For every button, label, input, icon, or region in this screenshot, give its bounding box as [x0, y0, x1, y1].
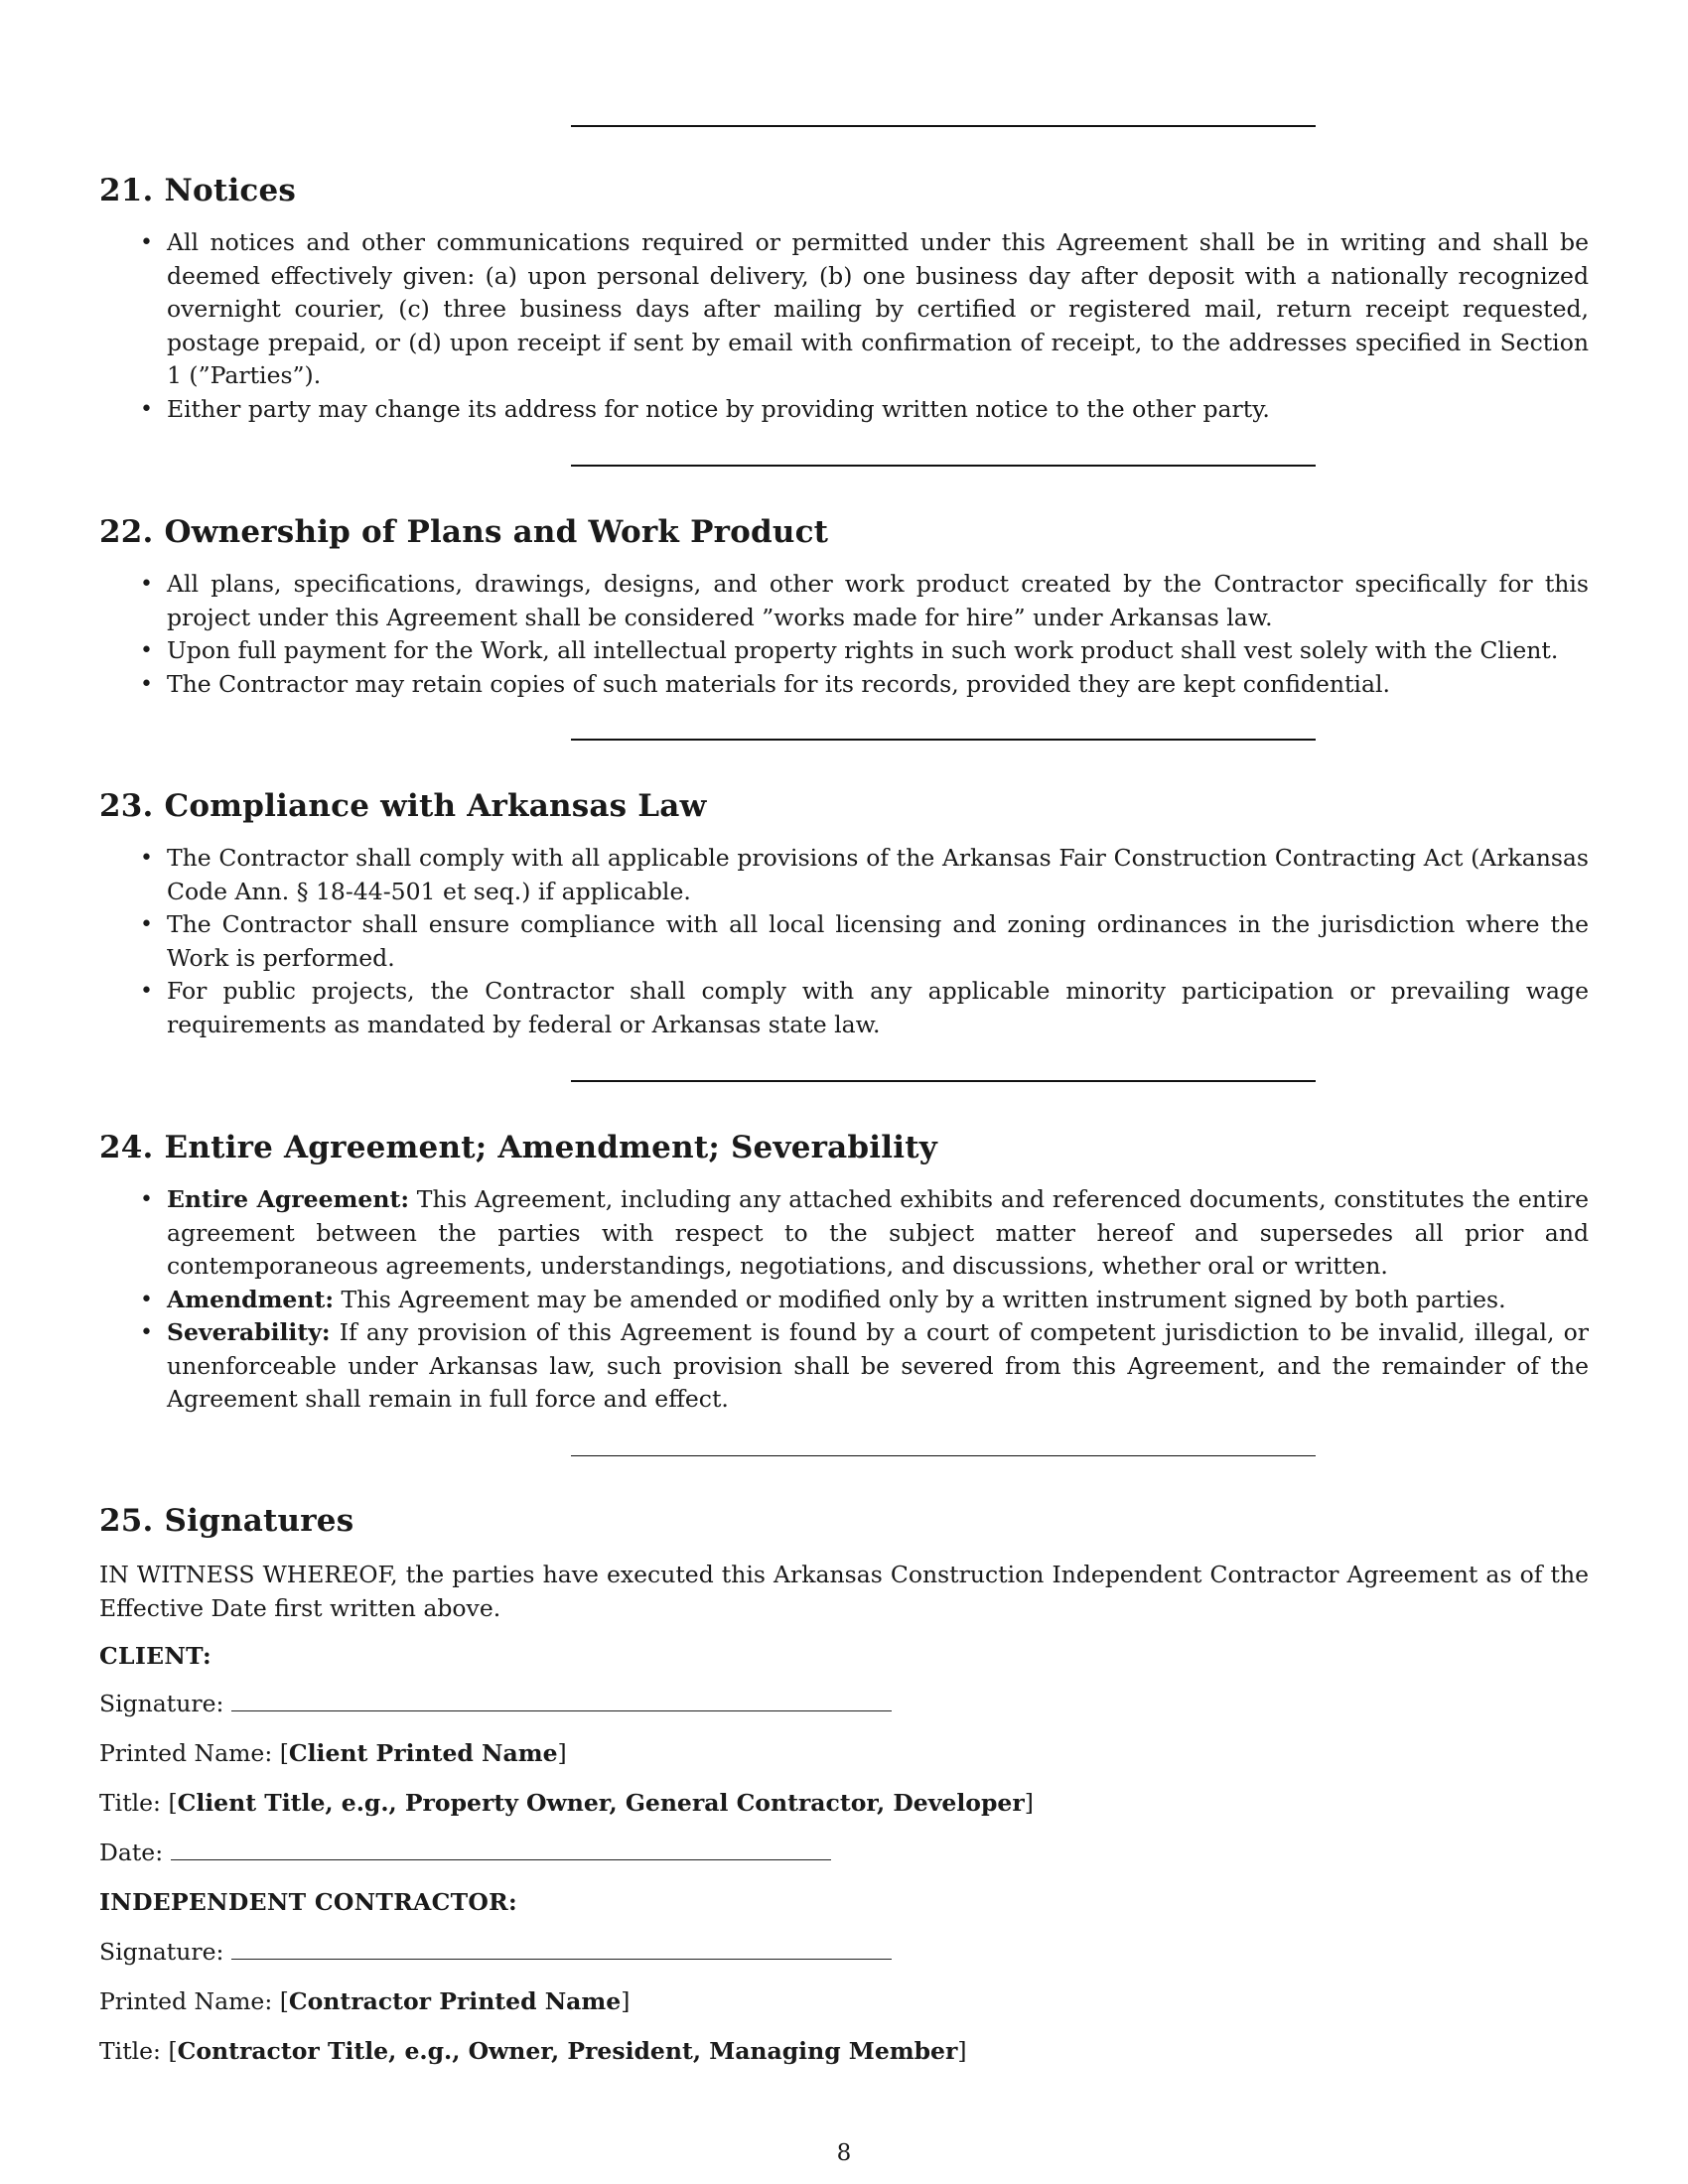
list-item: • The Contractor shall comply with all applicable provisions of the Arkansas Fair Construction Contracting Act (Arkansas Code Ann. § 18-44-501 et seq.) if applicable.: [167, 842, 1589, 908]
list-item: • All notices and other communications required or permitted under this Agreement shall be in writing and shall be deemed effectively given: (a) upon personal delivery, (b) one business day after deposit with a nationally recognized overnight courier, (c) three business days after mailing by certified or registered mail, return receipt requested, postage prepaid, or (d) upon receipt if sent by email with confirmation of receipt, to the addresses specified in Section 1 (”Parties”).: [167, 226, 1589, 393]
section-23-list: [99, 842, 1589, 1041]
section-divider: [571, 1080, 1316, 1082]
client-title-value: Client Title, e.g., Property Owner, General Contractor, Developer: [177, 1789, 1025, 1817]
section-21-list: [99, 226, 1589, 426]
client-date-row: [99, 1837, 831, 1870]
section-25-title: 25. Signatures: [99, 1503, 354, 1539]
client-printed-name-value: Client Printed Name: [288, 1739, 558, 1767]
client-title-row: Title: [Client Title, e.g., Property Owner, General Contractor, Developer]: [99, 1789, 1034, 1817]
entire-agreement-label: Entire Agreement:: [167, 1185, 409, 1213]
severability-text: If any provision of this Agreement is found by a court of competent jurisdiction to be invalid, illegal, or unenforceable under Arkansas law, such provision shall be severed from this Agreement, and the remainder of the Agreement shall remain in full force and effect.: [167, 1318, 1589, 1413]
list-item: • All plans, specifications, drawings, designs, and other work product created by the Contractor specifically for this project under this Agreement shall be considered ”works made for hire” under Arkansas law.: [167, 568, 1589, 634]
client-date-field[interactable]: [171, 1840, 831, 1860]
list-item: • The Contractor shall ensure compliance with all local licensing and zoning ordinances in the jurisdiction where the Work is performed.: [167, 908, 1589, 975]
page-number: 8: [836, 2140, 852, 2166]
section-divider: [571, 1455, 1316, 1456]
client-signature-field[interactable]: [231, 1691, 892, 1711]
contractor-heading: INDEPENDENT CONTRACTOR:: [99, 1888, 517, 1916]
section-22-list: [99, 568, 1589, 701]
list-item: • The Contractor may retain copies of such materials for its records, provided they are kept confidential.: [167, 668, 1589, 702]
section-divider: [571, 125, 1316, 127]
client-title-label: Title:: [99, 1789, 161, 1817]
list-item: [167, 1183, 1589, 1284]
contractor-signature-field[interactable]: [231, 1939, 892, 1960]
amendment-label: Amendment:: [167, 1285, 334, 1313]
client-printed-name-label: Printed Name:: [99, 1739, 273, 1767]
contractor-title-label: Title:: [99, 2037, 161, 2065]
contractor-printed-name-label: Printed Name:: [99, 1987, 273, 2015]
contractor-signature-label: Signature:: [99, 1938, 224, 1966]
contractor-signature-row: [99, 1936, 892, 1970]
contractor-printed-name-row: Printed Name: [Contractor Printed Name]: [99, 1987, 631, 2015]
list-item: • For public projects, the Contractor shall comply with any applicable minority participation or prevailing wage requirements as mandated by federal or Arkansas state law.: [167, 975, 1589, 1041]
list-item: [167, 1316, 1589, 1417]
list-item: • Upon full payment for the Work, all intellectual property rights in such work product shall vest solely with the Client.: [167, 634, 1589, 668]
section-23-title: 23. Compliance with Arkansas Law: [99, 788, 707, 824]
client-heading: CLIENT:: [99, 1642, 212, 1670]
contractor-title-value: Contractor Title, e.g., Owner, President, Managing Member: [177, 2037, 958, 2065]
section-24-title: 24. Entire Agreement; Amendment; Severability: [99, 1130, 937, 1165]
client-date-label: Date:: [99, 1839, 164, 1866]
severability-label: Severability:: [167, 1318, 331, 1346]
section-divider: [571, 739, 1316, 741]
amendment-text: This Agreement may be amended or modified only by a written instrument signed by both parties.: [334, 1285, 1506, 1313]
entire-agreement-text: This Agreement, including any attached exhibits and referenced documents, constitutes the entire agreement between the parties with respect to the subject matter hereof and supersedes all prior and contemporaneous agreements, understandings, negotiations, and discussions, whether oral or written.: [167, 1185, 1589, 1280]
contractor-printed-name-value: Contractor Printed Name: [288, 1987, 622, 2015]
witness-paragraph: IN WITNESS WHEREOF, the parties have executed this Arkansas Construction Independent Contractor Agreement as of the Effective Date first written above.: [99, 1561, 1589, 1622]
list-item: [167, 1284, 1589, 1317]
client-signature-row: [99, 1688, 892, 1721]
contractor-title-row: Title: [Contractor Title, e.g., Owner, President, Managing Member]: [99, 2037, 967, 2065]
client-signature-label: Signature:: [99, 1690, 224, 1717]
list-item: • Either party may change its address for notice by providing written notice to the other party.: [167, 393, 1589, 427]
section-22-title: 22. Ownership of Plans and Work Product: [99, 514, 829, 550]
section-21-title: 21. Notices: [99, 173, 297, 208]
client-printed-name-row: Printed Name: [Client Printed Name]: [99, 1739, 567, 1767]
section-24-list: [99, 1183, 1589, 1417]
section-divider: [571, 465, 1316, 467]
